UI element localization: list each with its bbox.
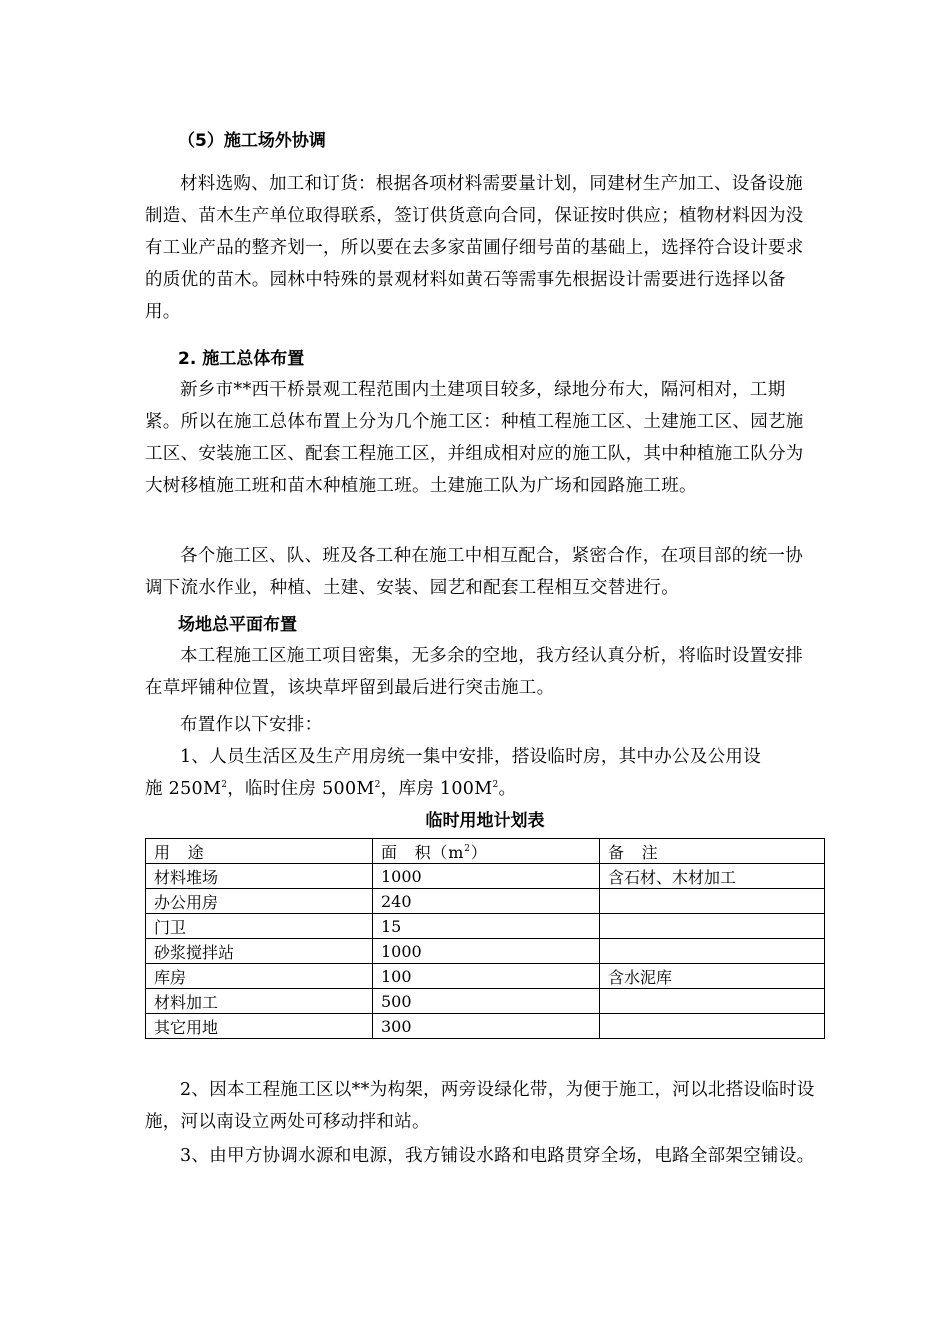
list-item-1-line: 1、人员生活区及生产用房统一集中安排，搭设临时房，其中办公及公用设 — [180, 747, 762, 767]
paragraph: 布置作以下安排： — [180, 715, 323, 735]
table-cell — [600, 939, 825, 964]
paragraph: 各个施工区、队、班及各工种在施工中相互配合，紧密合作，在项目部的统一协调下流水作业，种植、土建、安装、园艺和配套工程相互交替进行。 — [145, 546, 803, 598]
table-cell: 门卫 — [146, 914, 373, 939]
table-row — [146, 914, 825, 939]
table-row — [146, 864, 825, 889]
table-row — [146, 939, 825, 964]
table-cell: 材料堆场 — [146, 864, 373, 889]
table-cell: 15 — [373, 914, 600, 939]
table-row — [146, 1014, 825, 1039]
table-cell: 库房 — [146, 964, 373, 989]
land-use-table — [145, 838, 825, 1039]
table-cell: 500 — [373, 989, 600, 1014]
table-cell — [600, 989, 825, 1014]
section-heading: 2. 施工总体布置 — [178, 349, 305, 369]
table-cell: 240 — [373, 889, 600, 914]
table-row — [146, 989, 825, 1014]
table-cell: 含石材、木材加工 — [600, 864, 825, 889]
table-row — [146, 889, 825, 914]
header-cell: 备 注 — [600, 839, 825, 864]
subsection-heading: （5）施工场外协调 — [178, 131, 326, 151]
table-cell: 其它用地 — [146, 1014, 373, 1039]
table-cell: 300 — [373, 1014, 600, 1039]
header-cell: 用 途 — [146, 839, 373, 864]
paragraph: 3、由甲方协调水源和电源，我方铺设水路和电路贯穿全场，电路全部架空铺设。 — [180, 1146, 815, 1166]
table-cell: 材料加工 — [146, 989, 373, 1014]
table-cell: 含水泥库 — [600, 964, 825, 989]
table-header-row — [146, 839, 825, 864]
table-cell — [600, 889, 825, 914]
paragraph: 2、因本工程施工区以**为构架，两旁设绿化带，为便于施工，河以北搭设临时设施，河以南设立两处可移动拌和站。 — [145, 1080, 815, 1132]
table-caption: 临时用地计划表 — [425, 811, 545, 831]
table-cell — [600, 914, 825, 939]
paragraph: 新乡市**西干桥景观工程范围内土建项目较多，绿地分布大，隔河相对，工期紧。所以在施工总体布置上分为几个施工区：种植工程施工区、土建施工区、园艺施工区、安装施工区、配套工程施工区，并组成相对应的施工队，其中种植施工队分为大树移植施工班和苗木种植施工班。土建施工队为广场和园路施工班。 — [145, 380, 804, 496]
table-row — [146, 964, 825, 989]
paragraph: 本工程施工区施工项目密集，无多余的空地，我方经认真分析，将临时设置安排在草坪铺种位置，该块草坪留到最后进行突击施工。 — [145, 646, 803, 698]
paragraph: 材料选购、加工和订货：根据各项材料需要量计划，同建材生产加工、设备设施制造、苗木生产单位取得联系，签订供货意向合同，保证按时供应；植物材料因为没有工业产品的整齐划一，所以要在去多家苗圃仔细号苗的基础上，选择符合设计要求的质优的苗木。园林中特殊的景观材料如黄石等需事先根据设计需要进行选择以备用。 — [145, 174, 804, 322]
table-cell: 1000 — [373, 939, 600, 964]
table-cell — [600, 1014, 825, 1039]
table-cell: 办公用房 — [146, 889, 373, 914]
header-cell: 面 积$(m^2)$ — [373, 839, 600, 864]
table-cell: 100 — [373, 964, 600, 989]
list-item-1-line: 施 $250M^2$，临时住房 $500M^2$，库房 $100M^2$。 — [145, 779, 517, 799]
table-cell: 1000 — [373, 864, 600, 889]
table-cell: 砂浆搅拌站 — [146, 939, 373, 964]
subsection-heading: 场地总平面布置 — [178, 615, 297, 635]
